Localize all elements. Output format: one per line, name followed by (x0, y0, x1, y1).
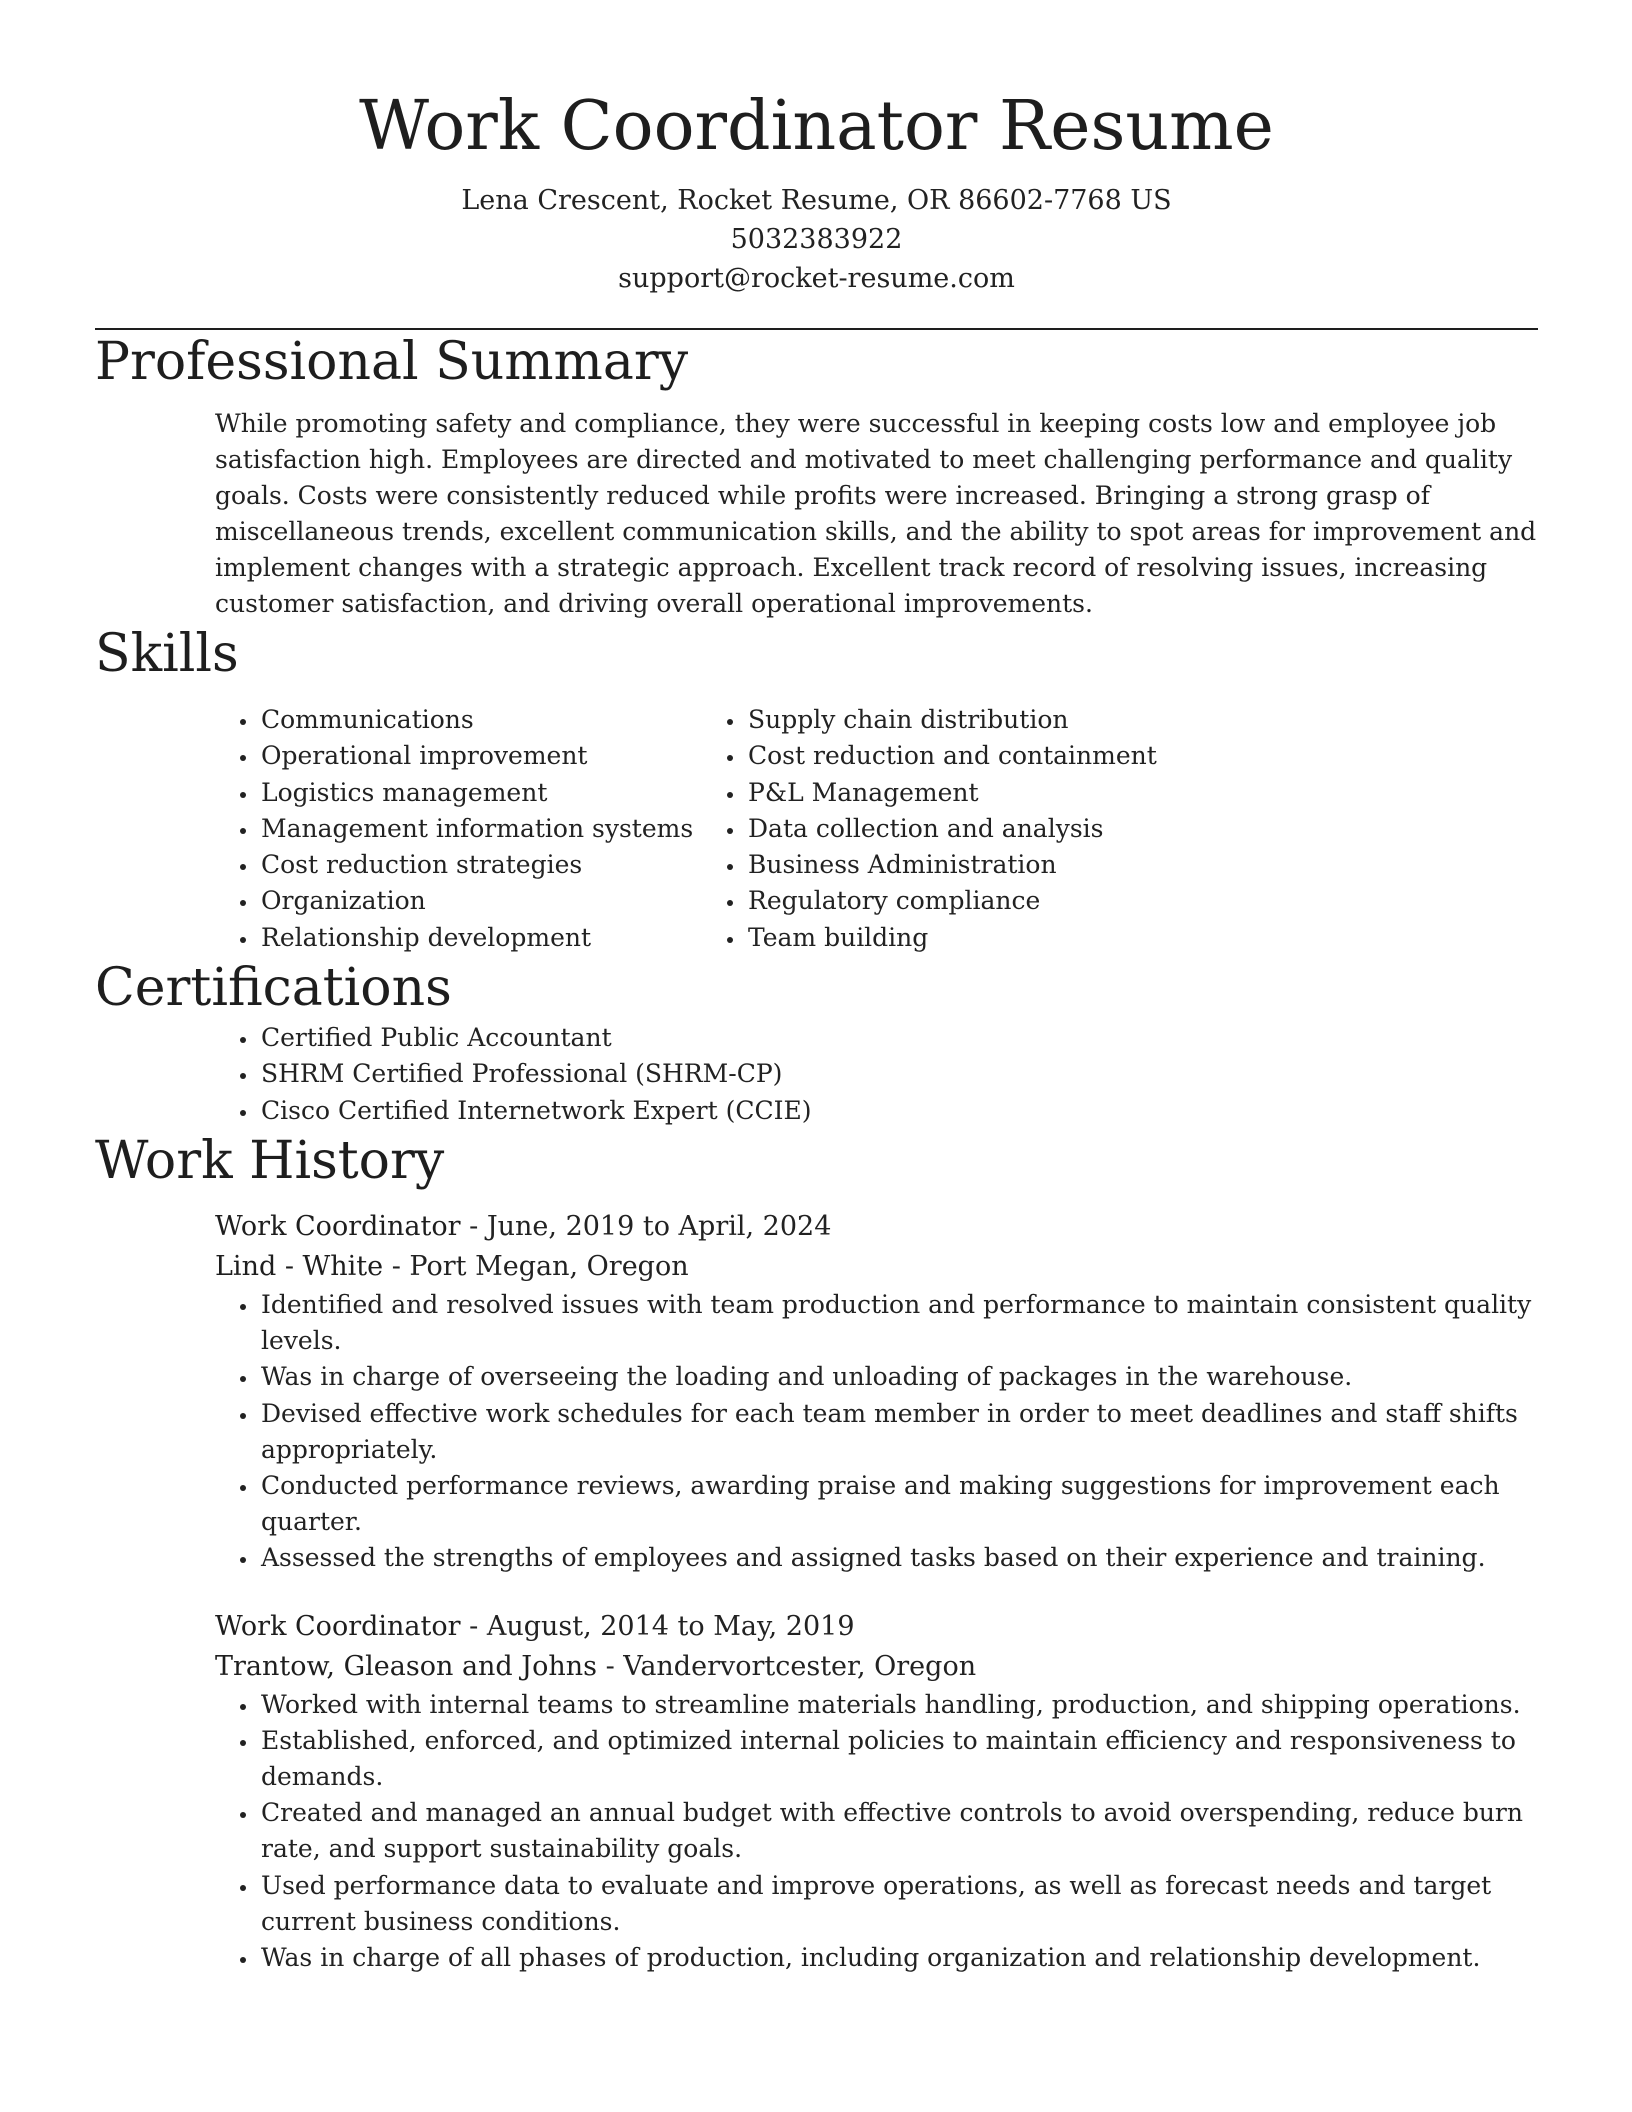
job-dates: - August, 2014 to May, 2019 (460, 1610, 855, 1642)
skill-item: • Relationship development (259, 920, 746, 956)
professional-summary-heading: Professional Summary (95, 332, 689, 392)
certifications-section (95, 956, 1538, 1129)
certification-item: • Certified Public Accountant (259, 1020, 1538, 1056)
skill-item: • Operational improvement (259, 738, 746, 774)
work-history-heading: Work History (95, 1130, 445, 1191)
skill-item: • Management information systems (259, 811, 746, 847)
skill-item: • Cost reduction and containment (746, 738, 1397, 774)
job-bullet: • Established, enforced, and optimized internal policies to maintain efficiency and responsiveness to demands. (259, 1723, 1549, 1795)
skill-item: • Supply chain distribution (746, 702, 1397, 738)
job-bullet: • Assessed the strengths of employees and assigned tasks based on their experience and training. (259, 1540, 1549, 1576)
skills-list-right (746, 702, 1397, 956)
skills-section (95, 622, 1538, 956)
job-dates: - June, 2019 to April, 2024 (460, 1210, 832, 1242)
skills-column-left (95, 702, 746, 956)
job-bullet: • Identified and resolved issues with team production and performance to maintain consistent quality levels. (259, 1287, 1549, 1359)
job-bullet: • Created and managed an annual budget with effective controls to avoid overspending, reduce burn rate, and support sustainability goals. (259, 1795, 1549, 1867)
job-bullet-list (215, 1687, 1549, 1977)
skill-item: • Regulatory compliance (746, 883, 1397, 919)
work-history-section (95, 1129, 1538, 1976)
certification-item: • Cisco Certified Internetwork Expert (CCIE) (259, 1093, 1538, 1129)
skills-heading: Skills (95, 624, 239, 684)
skill-item: • Cost reduction strategies (259, 847, 746, 883)
job-entry (215, 1607, 1538, 1977)
job-bullet: • Used performance data to evaluate and improve operations, as well as forecast needs and target current business conditions. (259, 1868, 1549, 1940)
job-company: Trantow, Gleason and Johns (215, 1650, 598, 1682)
job-bullet: • Conducted performance reviews, awarding praise and making suggestions for improvement each quarter. (259, 1468, 1549, 1540)
professional-summary-section (95, 330, 1538, 622)
certifications-list (95, 1020, 1538, 1129)
job-location: - Port Megan, Oregon (383, 1250, 689, 1282)
skill-item: • Data collection and analysis (746, 811, 1397, 847)
skill-item: • Business Administration (746, 847, 1397, 883)
job-role: Work Coordinator (215, 1610, 461, 1642)
job-title-line (215, 1207, 1538, 1247)
job-bullet: • Devised effective work schedules for each team member in order to meet deadlines and staff shifts appropriately. (259, 1396, 1549, 1468)
certifications-heading: Certifications (95, 958, 452, 1019)
job-company-line (215, 1647, 1538, 1687)
job-title-line (215, 1607, 1538, 1647)
resume-content (95, 0, 1538, 1976)
job-company-line (215, 1247, 1538, 1287)
job-bullet: • Was in charge of all phases of production, including organization and relationship development. (259, 1940, 1549, 1976)
skills-grid (95, 702, 1538, 956)
job-location: - Vandervortcester, Oregon (597, 1650, 977, 1682)
contact-block (95, 181, 1538, 298)
contact-phone: 5032383922 (730, 224, 903, 255)
job-entry (215, 1207, 1538, 1577)
skill-item: • Team building (746, 920, 1397, 956)
skill-item: • Communications (259, 702, 746, 738)
job-bullet: • Worked with internal teams to streamline materials handling, production, and shipping operations. (259, 1687, 1549, 1723)
job-bullet-list (215, 1287, 1549, 1577)
skill-item: • P&L Management (746, 775, 1397, 811)
job-role: Work Coordinator (215, 1210, 461, 1242)
contact-email: support@rocket-resume.com (618, 263, 1015, 294)
job-bullet: • Was in charge of overseeing the loading and unloading of packages in the warehouse. (259, 1359, 1549, 1395)
skill-item: • Organization (259, 883, 746, 919)
certification-item: • SHRM Certified Professional (SHRM-CP) (259, 1056, 1538, 1092)
skill-item: • Logistics management (259, 775, 746, 811)
page-title: Work Coordinator Resume (359, 87, 1274, 166)
skills-column-right (746, 702, 1397, 956)
contact-address: Lena Crescent, Rocket Resume, OR 86602-7768 US (461, 185, 1172, 216)
professional-summary-text: While promoting safety and compliance, they were successful in keeping costs low and employee job satisfaction high. Employees are directed and motivated to meet challenging performance and quality goals. Costs were consistently reduced while profits were increased. Bringing a strong grasp of miscellaneous trends, excellent communication skills, and the ability to spot areas for improvement and implement changes with a strategic approach. Excellent track record of resolving issues, increasing customer satisfaction, and driving overall operational improvements. (215, 409, 1537, 618)
job-company: Lind - White (215, 1250, 384, 1282)
skills-list-left (95, 702, 746, 956)
